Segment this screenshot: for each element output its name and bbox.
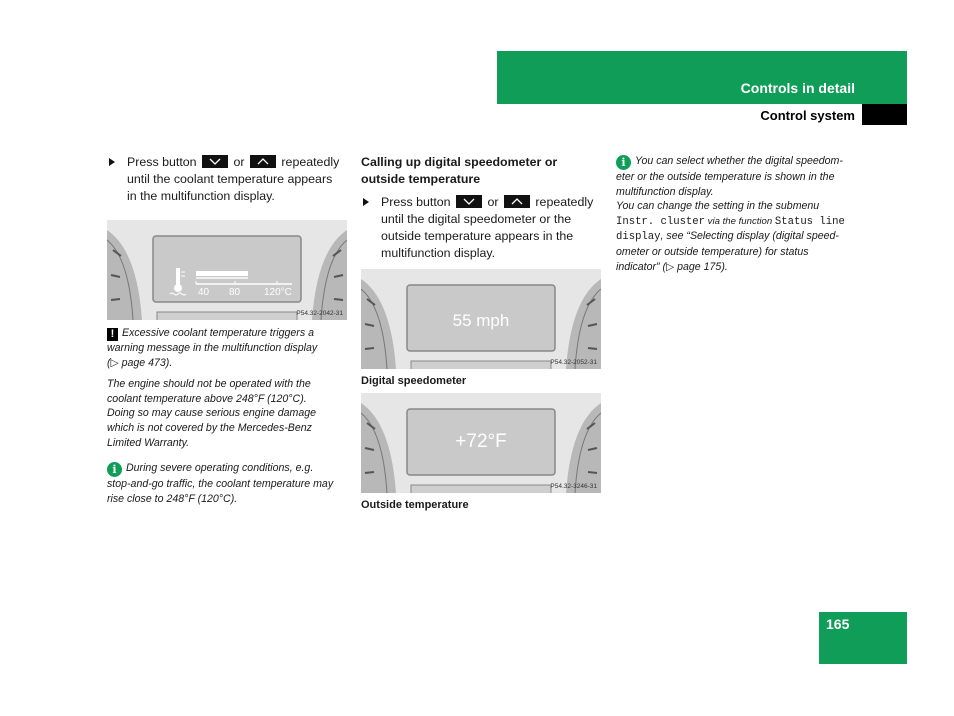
page-number-tab	[819, 612, 907, 664]
warning-icon: !	[107, 328, 118, 341]
coolant-display-illustration	[107, 220, 347, 320]
info-note-display: i You can select whether the digital speedom- eter or the outside temperature is shown in the multifunction display. You can change the setting in the submenu Instr. cluster via the function Status line display, see “Selecting display (digital speed- ometer or outside temperature) for status indicator” (▷ page 175).	[616, 155, 845, 273]
figure-code: P54.32-2042-31	[296, 310, 343, 317]
step-bullet-icon	[109, 158, 115, 166]
section-title: Controls in detail	[740, 80, 855, 96]
caption-speedometer: Digital speedometer	[361, 375, 467, 387]
up-arrow-button-icon	[504, 195, 530, 208]
column-right	[616, 154, 856, 274]
step-speedo: Press button or repeatedly until the digital speedometer or the outside temperature appears in the multifunction display.	[361, 194, 601, 262]
warning-note: ! Excessive coolant temperature triggers a warning message in the multifunction display (▷ page 473).	[107, 327, 318, 369]
subheader-tab	[862, 104, 907, 125]
column-left	[107, 154, 347, 506]
step-bullet-icon	[363, 198, 369, 206]
column-middle	[361, 154, 601, 511]
menu-display: display	[616, 231, 661, 244]
down-arrow-button-icon	[456, 195, 482, 208]
menu-instr-cluster: Instr. cluster	[616, 215, 706, 228]
temperature-readout: +72°F	[455, 431, 507, 452]
scale-80: 80	[229, 287, 241, 298]
info-note-coolant: i During severe operating conditions, e.g. stop-and-go traffic, the coolant temperature may rise close to 248°F (120°C).	[107, 462, 334, 505]
speedometer-display-illustration	[361, 269, 601, 369]
down-arrow-button-icon	[202, 155, 228, 168]
up-arrow-button-icon	[250, 155, 276, 168]
page-number: 165	[826, 616, 850, 632]
subheader-bar	[497, 104, 907, 125]
section-heading: Calling up digital speedometer or outside temperature	[361, 155, 558, 186]
menu-status-line: Status line	[774, 215, 845, 228]
scale-120: 120°C	[264, 287, 292, 298]
speed-readout: 55 mph	[452, 311, 510, 330]
info-icon: i	[616, 155, 631, 170]
warning-paragraph: The engine should not be operated with the coolant temperature above 248°F (120°C). Doing so may cause serious engine damage which is not covered by the Mercedes-Benz Limited Warranty.	[107, 378, 317, 449]
figure-code: P54.32-3246-31	[550, 483, 597, 490]
info-icon: i	[107, 462, 122, 477]
header-bar	[497, 51, 907, 104]
step-coolant: Press button or repeatedly until the coolant temperature appears in the multifunction display.	[107, 154, 347, 205]
caption-outside-temperature: Outside temperature	[361, 499, 469, 511]
subsection-title: Control system	[760, 108, 855, 123]
outside-temperature-illustration	[361, 393, 601, 493]
figure-code: P54.32-2052-31	[550, 359, 597, 366]
scale-40: 40	[198, 287, 210, 298]
